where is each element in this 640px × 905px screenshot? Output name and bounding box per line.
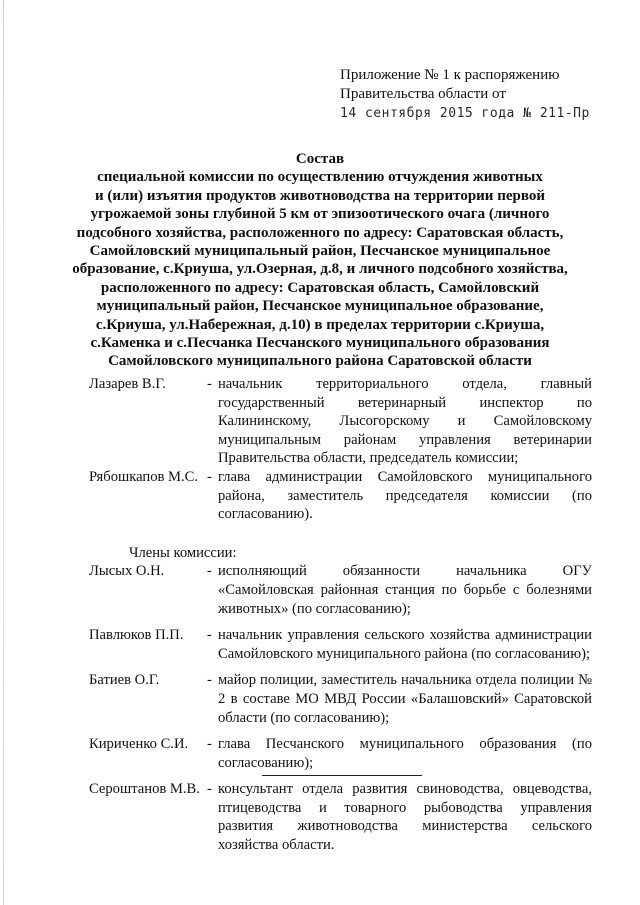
member-row	[89, 562, 592, 618]
title-line: с.Каменка и с.Песчанка Песчанского муниципального образования	[90, 335, 550, 352]
member-position: начальник территориального отдела, главный государственный ветеринарный инспектор по Калининскому, Лысогорскому и Самойловскому муниципальным районам управления ветеринарии Правительства области, председатель комиссии;	[218, 376, 592, 467]
commission-list	[89, 375, 592, 855]
title-line: с.Криуша, ул.Набережная, д.10) в пределах территории с.Криуша,	[95, 316, 545, 333]
title-line: расположенного по адресу: Саратовская область, Самойловский	[100, 279, 540, 296]
closing-rule-line	[262, 775, 422, 776]
member-position: глава администрации Самойловского муниципального района, заместитель председателя комиссии (по согласованию).	[218, 468, 592, 523]
appendix-date-stamp: 14 сентября 2015 года № 211-Пр	[340, 106, 590, 121]
member-position: начальник управления сельского хозяйства администрации Самойловского муниципального района (по согласованию);	[218, 627, 592, 662]
title-line: Самойловский муниципальный район, Песчанское муниципальное	[89, 243, 551, 260]
member-dash: -	[207, 736, 212, 753]
member-dash: -	[207, 781, 212, 798]
document-title	[0, 150, 640, 371]
row-gap	[89, 618, 592, 626]
member-position: исполняющий обязанности начальника ОГУ «Самойловская районная станция по борьбе с болезнями животных» (по согласованию);	[218, 563, 592, 617]
row-gap	[89, 772, 592, 780]
title-line: подсобного хозяйства, расположенного по адресу: Саратовская область,	[76, 224, 564, 241]
member-dash: -	[207, 563, 212, 580]
member-name: Сероштанов М.В.	[89, 781, 200, 798]
title-line: угрожаемой зоны глубиной 5 км от эпизоотического очага (личного	[90, 206, 550, 223]
member-row	[89, 626, 592, 663]
member-row-deputy	[89, 468, 592, 524]
row-gap	[89, 663, 592, 671]
member-row-chairman	[89, 375, 592, 468]
member-name: Кириченко С.И.	[89, 736, 189, 753]
member-position: консультант отдела развития свиноводства, овцеводства, птицеводства и товарного рыбоводства управления развития животноводства министерства сельского хозяйства области.	[218, 781, 592, 854]
member-position: майор полиции, заместитель начальника отдела полиции № 2 в составе МО МВД России «Балашовский» Саратовской области (по согласованию);	[218, 672, 592, 726]
appendix-line-1: Приложение № 1 к распоряжению	[340, 67, 560, 83]
members-heading: Члены комиссии:	[129, 544, 237, 561]
member-row	[89, 780, 592, 854]
row-gap	[89, 727, 592, 735]
title-heading: Состав	[295, 151, 345, 167]
title-line: и (или) изъятия продуктов животноводства на территории первой	[95, 187, 545, 204]
member-name: Павлюков П.П.	[89, 627, 184, 644]
title-line: образование, с.Криуша, ул.Озерная, д.8, и личного подсобного хозяйства,	[72, 261, 568, 278]
member-row	[89, 735, 592, 772]
appendix-note	[340, 66, 590, 123]
member-position: глава Песчанского муниципального образования (по согласованию);	[218, 736, 592, 771]
title-line: специальной комиссии по осуществлению отчуждения животных	[97, 169, 543, 186]
member-name: Лазарев В.Г.	[89, 376, 166, 392]
member-name: Лысых О.Н.	[89, 563, 165, 580]
member-dash: -	[207, 376, 212, 392]
member-name: Батиев О.Г.	[89, 672, 160, 689]
member-dash: -	[207, 468, 212, 485]
member-name: Рябошкапов М.С.	[89, 468, 199, 485]
member-row	[89, 671, 592, 727]
member-dash: -	[207, 627, 212, 644]
appendix-line-2: Правительства области от	[340, 86, 506, 102]
title-line: муниципальный район, Песчанское муниципальное образование,	[96, 298, 544, 315]
title-line: Самойловского муниципального района Саратовской области	[108, 353, 532, 370]
scan-edge-shadow	[3, 0, 4, 905]
member-dash: -	[207, 672, 212, 689]
